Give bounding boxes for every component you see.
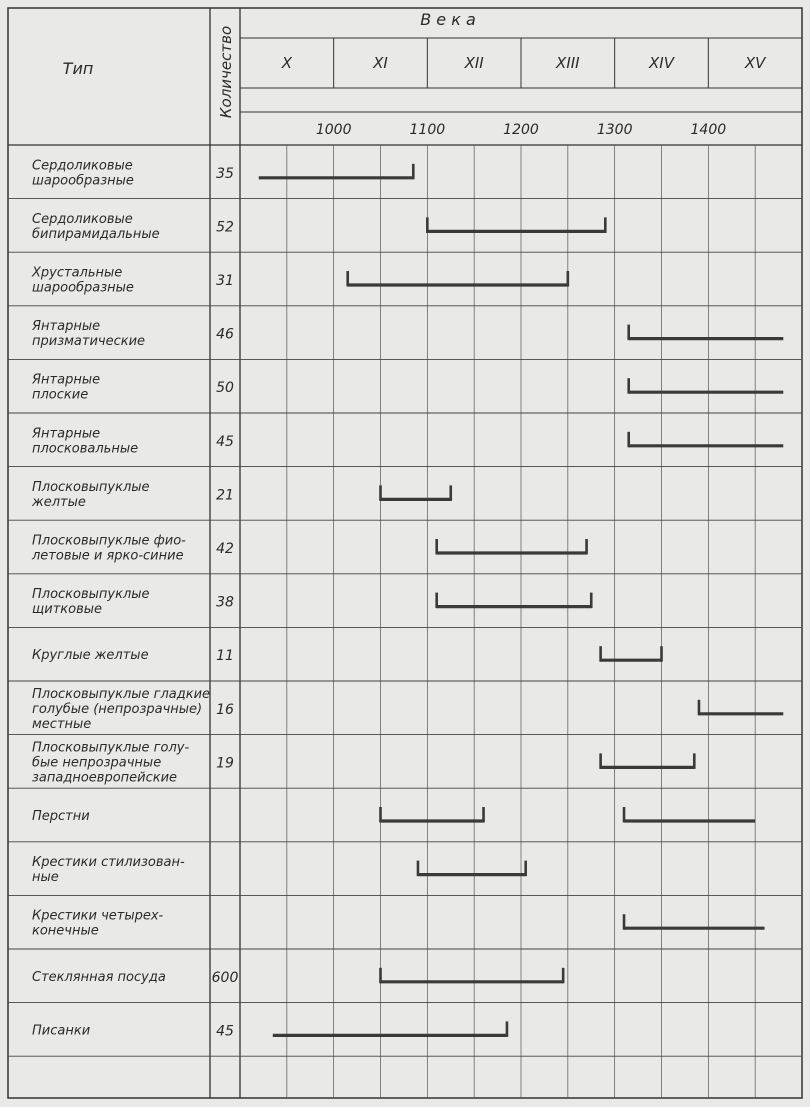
row-type-label: Плосковыпуклые фио- <box>32 533 186 549</box>
row-type-label: шарообразные <box>32 173 134 189</box>
row-type-label: бые непрозрачные <box>32 755 162 771</box>
year-tick-labels <box>316 122 726 138</box>
row-count: 52 <box>216 219 234 236</box>
century-label: XII <box>464 54 484 72</box>
year-tick-label: 1000 <box>315 122 352 138</box>
row-count: 45 <box>216 1023 234 1040</box>
row-type-label: Крестики стилизован- <box>32 855 185 871</box>
row-count: 38 <box>216 594 234 611</box>
row-count: 35 <box>216 165 234 182</box>
row-type-label: конечные <box>32 923 99 939</box>
year-tick-label: 1400 <box>690 122 727 138</box>
row-type-label: Хрустальные <box>32 265 123 281</box>
year-tick-label: 1200 <box>503 122 539 138</box>
row-type-label: призматические <box>32 334 146 350</box>
row-type-label: плоские <box>32 387 89 403</box>
row-count: 21 <box>216 487 234 504</box>
row-type-label: ные <box>32 870 59 886</box>
row-type-label: плосковальные <box>32 441 139 457</box>
row-count: 31 <box>216 273 234 289</box>
row-type-label: Янтарные <box>32 372 101 388</box>
row-type-label: Сердоликовые <box>32 211 133 227</box>
row-type-label: Круглые желтые <box>32 648 149 664</box>
row-type-label: Плосковыпуклые <box>32 587 150 603</box>
count-header: Количество <box>217 25 235 119</box>
row-type-label: Писанки <box>32 1023 91 1039</box>
century-label: XV <box>744 54 766 72</box>
row-type-label: бипирамидальные <box>32 226 160 242</box>
century-label: XI <box>373 54 388 72</box>
row-type-label: западноевропейские <box>32 770 178 786</box>
type-rows <box>8 158 802 1056</box>
century-label: XIII <box>556 54 580 72</box>
row-count: 16 <box>216 701 234 718</box>
centuries-header: В е к а <box>420 10 476 29</box>
row-count: 600 <box>211 969 239 986</box>
row-count: 46 <box>216 326 234 343</box>
century-label: X <box>281 54 292 72</box>
row-type-label: местные <box>32 716 92 732</box>
row-type-label: Крестики четырех- <box>32 908 164 924</box>
row-type-label: щитковые <box>32 602 102 618</box>
row-type-label: Плосковыпуклые <box>32 479 150 495</box>
row-type-label: голубые (непрозрачные) <box>32 701 203 717</box>
row-count: 45 <box>216 433 234 450</box>
year-grid <box>287 145 755 1098</box>
row-type-label: Янтарные <box>32 426 101 442</box>
row-type-label: желтые <box>32 494 86 510</box>
row-type-label: шарообразные <box>32 280 134 296</box>
year-tick-label: 1300 <box>596 122 633 138</box>
row-type-label: Плосковыпуклые гладкие <box>32 686 211 702</box>
row-count: 50 <box>216 380 234 397</box>
row-type-label: Перстни <box>32 809 90 824</box>
row-type-label: летовые и ярко-синие <box>32 548 184 564</box>
row-type-label: Стеклянная посуда <box>32 969 166 985</box>
row-type-label: Сердоликовые <box>32 158 133 174</box>
row-count: 19 <box>216 755 234 772</box>
century-labels <box>281 38 767 88</box>
table-header <box>63 10 476 118</box>
row-count: 42 <box>216 541 234 557</box>
row-count: 11 <box>216 648 234 665</box>
type-header: Тип <box>62 59 94 78</box>
row-type-label: Янтарные <box>32 319 101 335</box>
row-type-label: Плосковыпуклые голу- <box>32 740 190 756</box>
century-label: XIV <box>649 54 674 72</box>
year-tick-label: 1100 <box>409 122 446 138</box>
